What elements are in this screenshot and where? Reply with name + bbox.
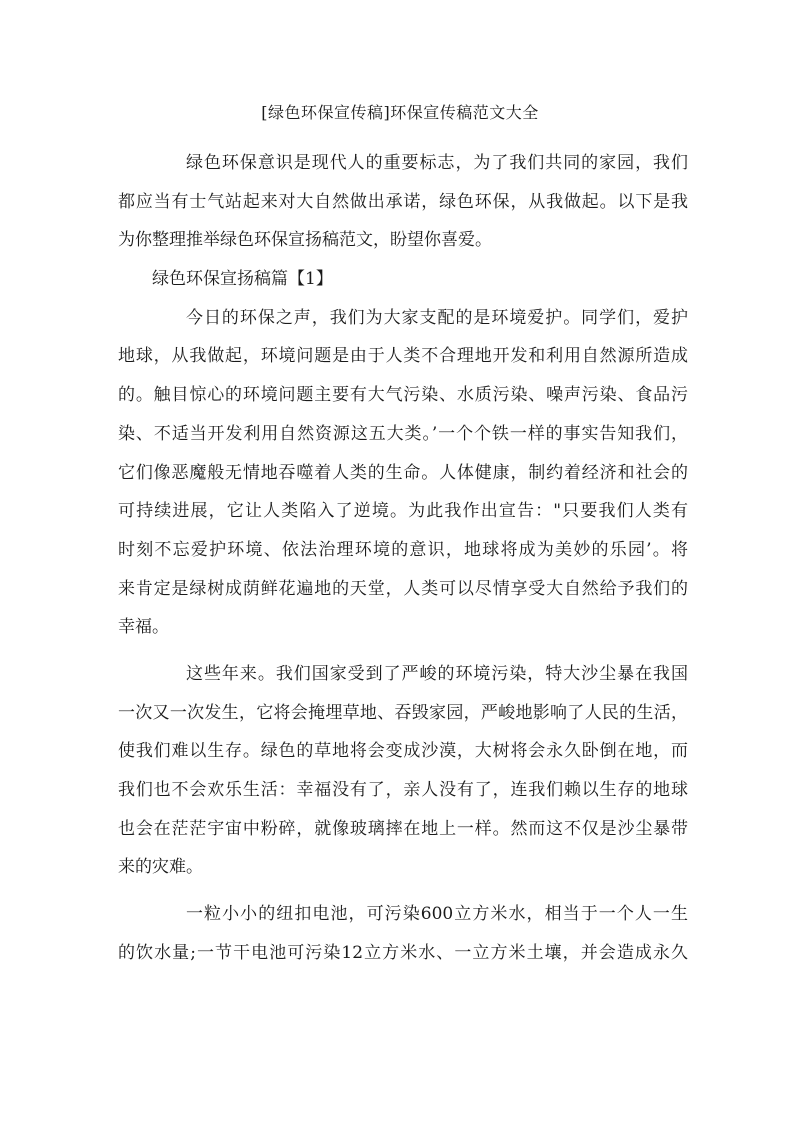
text-line: 为你整理推举绿色环保宣扬稿范文，盼望你喜爱。 — [118, 230, 492, 251]
body-paragraph-2 — [118, 655, 688, 887]
document-title: [绿色环保宣传稿]环保宣传稿范文大全 — [261, 103, 539, 122]
paragraph-gap — [118, 887, 688, 895]
body-paragraph-3 — [118, 895, 688, 972]
text-line: 一次又一次发生，它将会掩埋草地、吞毁家园，严峻地影响了人民的生活， — [118, 702, 688, 723]
text-line: 来的灾难。 — [118, 857, 203, 878]
text-line: 可持续进展，它让人类陷入了逆境。为此我作出宣告："只要我们人类有 — [118, 501, 688, 522]
text-line: 地球，从我做起，环境问题是由于人类不合理地开发和利用自然源所造成 — [118, 346, 688, 367]
text-line: 时刻不忘爱护环境、依法治理环境的意识，地球将成为美妙的乐园’。将 — [118, 539, 688, 560]
text-line: 这些年来。我们国家受到了严峻的环境污染，特大沙尘暴在我国 — [186, 663, 688, 684]
text-line: 它们像恶魔般无情地吞噬着人类的生命。人体健康，制约着经济和社会的 — [118, 462, 688, 483]
text-line: 今日的环保之声，我们为大家支配的是环境爱护。同学们，爱护 — [186, 307, 688, 328]
text-line: 的饮水量;一节干电池可污染12立方米水、一立方米土壤，并会造成永久 — [118, 942, 688, 963]
text-line: 的。触目惊心的环境问题主要有大气污染、水质污染、噪声污染、食品污 — [118, 385, 688, 406]
text-line: 一粒小小的纽扣电池，可污染600立方米水，相当于一个人一生 — [186, 904, 688, 925]
body-paragraph-1 — [118, 299, 688, 647]
text-line: 使我们难以生存。绿色的草地将会变成沙漠，大树将会永久卧倒在地，而 — [118, 741, 688, 762]
text-line: 我们也不会欢乐生活：幸福没有了，亲人没有了，连我们赖以生存的地球 — [118, 780, 688, 800]
text-line: 来肯定是绿树成荫鲜花遍地的天堂，人类可以尽情享受大自然给予我们的 — [118, 578, 688, 599]
text-line: 绿色环保意识是现代人的重要标志，为了我们共同的家园，我们 — [186, 153, 688, 173]
section-heading: 绿色环保宣扬稿篇【1】 — [152, 269, 333, 290]
text-line: 都应当有士气站起来对大自然做出承诺，绿色环保，从我做起。以下是我 — [118, 191, 688, 212]
intro-paragraph — [118, 144, 688, 260]
paragraph-gap — [118, 647, 688, 655]
text-line: 也会在茫茫宇宙中粉碎，就像玻璃摔在地上一样。然而这不仅是沙尘暴带 — [118, 818, 688, 839]
text-line: 幸福。 — [118, 617, 169, 638]
document-body — [118, 144, 688, 972]
text-line: 染、不适当开发利用自然资源这五大类。’一个个铁一样的事实告知我们， — [118, 423, 688, 444]
